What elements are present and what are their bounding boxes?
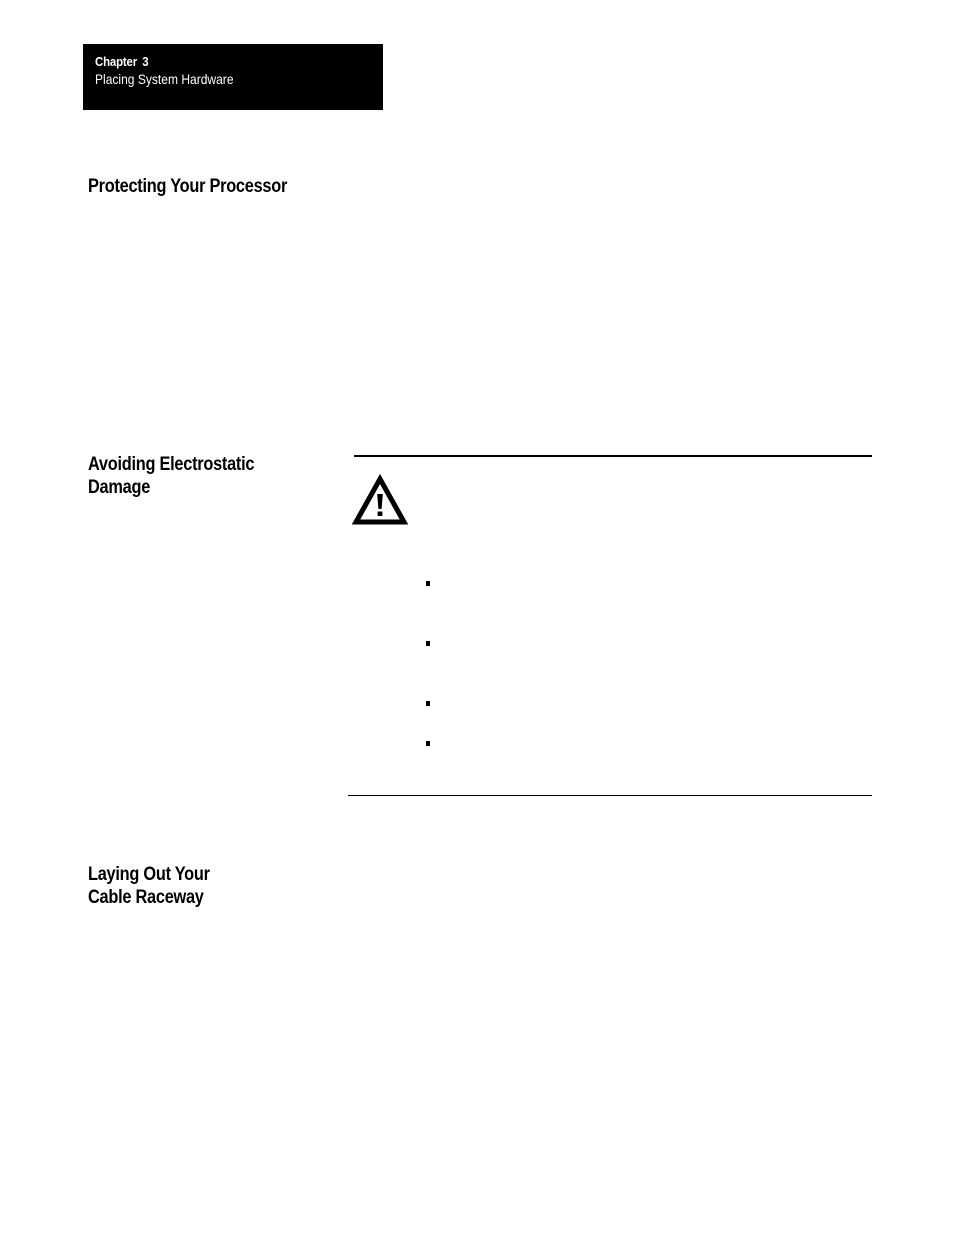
- chapter-number: 3: [142, 54, 149, 69]
- warning-bottom-rule: [348, 795, 872, 796]
- section-heading-line-1: Laying Out Your: [88, 864, 210, 885]
- chapter-title: Placing System Hardware: [95, 71, 234, 87]
- chapter-header: [83, 44, 383, 110]
- warning-top-rule: [354, 455, 872, 457]
- section-heading-protecting-processor: [88, 175, 287, 198]
- list-bullet: [426, 701, 430, 706]
- section-heading-electrostatic-damage: [88, 453, 254, 499]
- warning-triangle-icon: [352, 474, 408, 526]
- chapter-word: Chapter: [95, 54, 137, 69]
- list-bullet: [426, 641, 430, 646]
- section-heading-line-2: Damage: [88, 477, 151, 498]
- list-bullet: [426, 741, 430, 746]
- section-heading-line-2: Cable Raceway: [88, 887, 204, 908]
- section-heading-cable-raceway: [88, 863, 210, 909]
- list-bullet: [426, 581, 430, 586]
- chapter-label: [95, 54, 348, 70]
- section-heading-text: Protecting Your Processor: [88, 176, 288, 197]
- section-heading-line-1: Avoiding Electrostatic: [88, 454, 255, 475]
